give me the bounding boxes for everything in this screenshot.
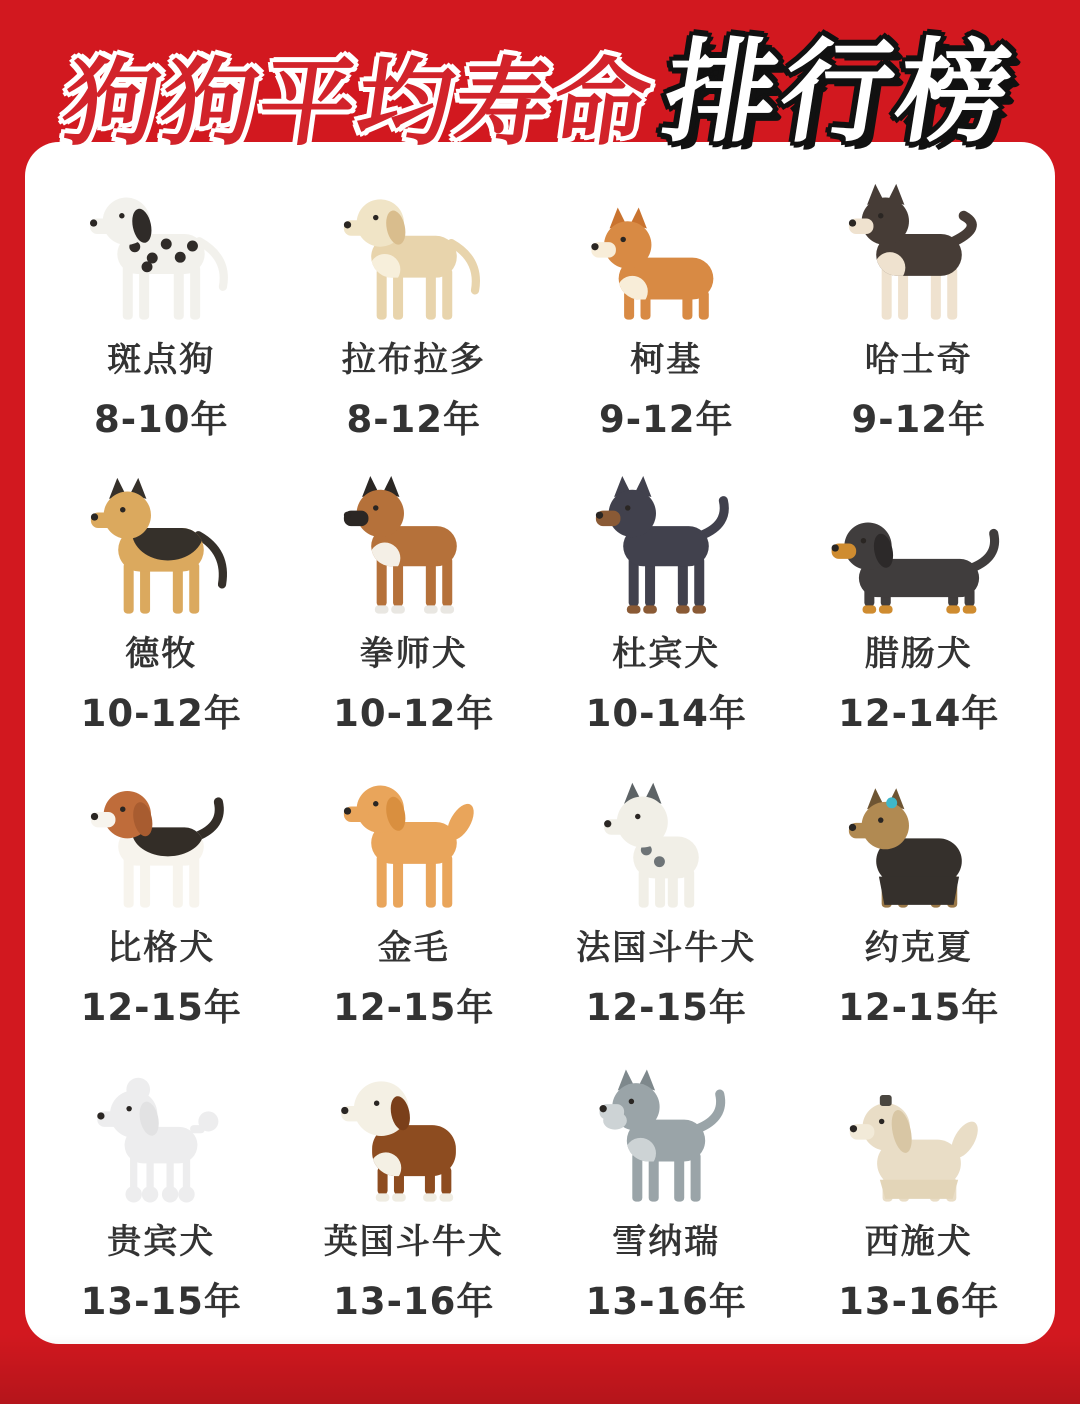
breed-lifespan: 13-16年	[333, 1279, 495, 1323]
breed-lifespan: 13-15年	[80, 1279, 242, 1323]
breed-name: 约克夏	[864, 928, 973, 968]
dalmatian-dog-icon	[59, 168, 263, 340]
breed-name: 哈士奇	[864, 340, 973, 380]
bottom-shade	[0, 1334, 1080, 1404]
breed-card	[288, 1050, 541, 1344]
breed-grid	[25, 142, 1055, 1344]
english-bulldog-dog-icon	[312, 1050, 516, 1222]
breed-name: 斑点狗	[107, 340, 216, 380]
breed-name: 柯基	[630, 340, 703, 380]
breed-card	[288, 756, 541, 1050]
golden-retriever-dog-icon	[312, 756, 516, 928]
breed-name: 腊肠犬	[864, 634, 973, 674]
breed-name: 贵宾犬	[107, 1222, 216, 1262]
breed-lifespan: 8-10年	[93, 397, 229, 441]
breed-lifespan: 12-15年	[80, 985, 242, 1029]
breed-card	[540, 756, 793, 1050]
breed-lifespan: 13-16年	[585, 1279, 747, 1323]
breed-card	[540, 168, 793, 462]
breed-card	[288, 168, 541, 462]
breed-card	[793, 462, 1046, 756]
beagle-dog-icon	[59, 756, 263, 928]
poster-title	[0, 14, 1080, 164]
title-main: 狗狗平均寿命	[56, 49, 660, 159]
doberman-dog-icon	[564, 462, 768, 634]
german-shepherd-dog-icon	[59, 462, 263, 634]
breed-card	[35, 1050, 288, 1344]
breed-lifespan: 12-15年	[585, 985, 747, 1029]
breed-card	[35, 168, 288, 462]
french-bulldog-dog-icon	[564, 756, 768, 928]
title-suffix: 排行榜	[655, 28, 1024, 158]
shih-tzu-dog-icon	[817, 1050, 1021, 1222]
breed-card	[35, 756, 288, 1050]
breed-lifespan: 8-12年	[346, 397, 482, 441]
breed-name: 杜宾犬	[612, 634, 721, 674]
breed-card	[793, 1050, 1046, 1344]
breed-lifespan: 12-15年	[838, 985, 1000, 1029]
breed-lifespan: 12-14年	[838, 691, 1000, 735]
breed-name: 比格犬	[107, 928, 216, 968]
content-card	[25, 142, 1055, 1344]
dachshund-dog-icon	[817, 462, 1021, 634]
labrador-dog-icon	[312, 168, 516, 340]
breed-card	[288, 462, 541, 756]
breed-card	[35, 462, 288, 756]
boxer-dog-icon	[312, 462, 516, 634]
breed-name: 拳师犬	[359, 634, 468, 674]
breed-lifespan: 10-12年	[333, 691, 495, 735]
yorkshire-terrier-dog-icon	[817, 756, 1021, 928]
breed-name: 西施犬	[864, 1222, 973, 1262]
breed-name: 德牧	[125, 634, 198, 674]
poodle-dog-icon	[59, 1050, 263, 1222]
breed-lifespan: 13-16年	[838, 1279, 1000, 1323]
husky-dog-icon	[817, 168, 1021, 340]
breed-card	[540, 1050, 793, 1344]
breed-card	[793, 168, 1046, 462]
breed-card	[540, 462, 793, 756]
breed-name: 拉布拉多	[341, 340, 486, 380]
breed-name: 法国斗牛犬	[576, 928, 757, 968]
breed-lifespan: 9-12年	[598, 397, 734, 441]
breed-lifespan: 10-14年	[585, 691, 747, 735]
corgi-dog-icon	[564, 168, 768, 340]
breed-name: 英国斗牛犬	[323, 1222, 504, 1262]
breed-name: 金毛	[377, 928, 450, 968]
breed-lifespan: 10-12年	[80, 691, 242, 735]
breed-lifespan: 9-12年	[851, 397, 987, 441]
schnauzer-dog-icon	[564, 1050, 768, 1222]
breed-name: 雪纳瑞	[612, 1222, 721, 1262]
breed-card	[793, 756, 1046, 1050]
breed-lifespan: 12-15年	[333, 985, 495, 1029]
